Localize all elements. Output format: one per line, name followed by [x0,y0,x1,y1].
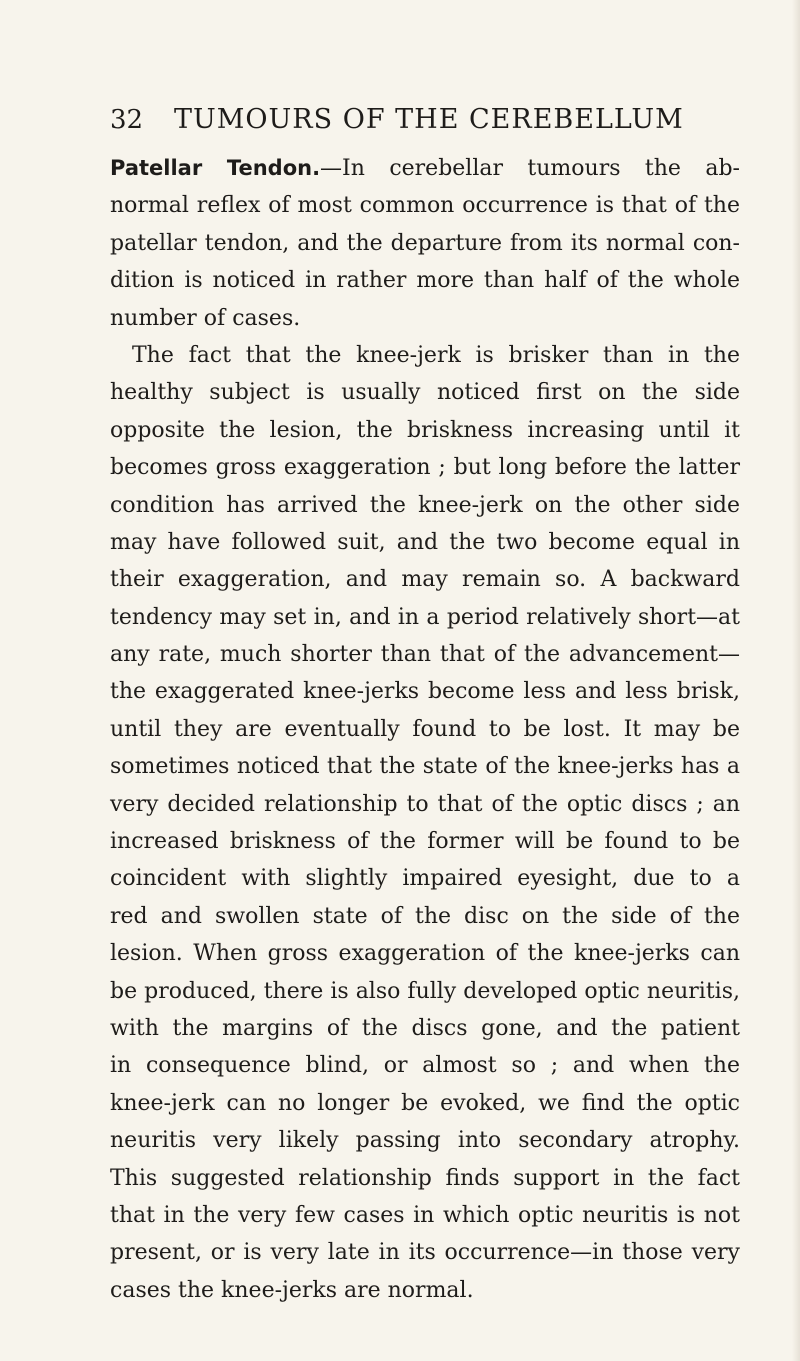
text-line: cases the knee-jerks are normal. [110,1277,474,1303]
text-line: be produced, there is also fully developed optic neuritis, [110,978,740,1004]
text-line: dition is noticed in rather more than half of the whole [110,268,740,294]
page-header [110,104,710,144]
text-line: present, or is very late in its occurrence—in those very [110,1240,740,1266]
text-line: becomes gross exaggeration ; but long before the latter [110,455,740,481]
page-edge-shadow [792,0,800,1361]
text-line [110,150,740,187]
text-line: that in the very few cases in which optic neuritis is not [110,1202,740,1228]
text-line: the exaggerated knee-jerks become less and less brisk, [110,679,740,705]
text-line-content: —In cerebellar tumours the ab- [320,156,740,181]
section-title: Patellar Tendon. [110,156,321,180]
text-line: any rate, much shorter than that of the advancement— [110,642,740,668]
text-line: tendency may set in, and in a period relatively short—at [110,604,740,630]
body-text [110,150,740,1309]
text-line: condition has arrived the knee-jerk on the other side [110,492,740,518]
running-title: TUMOURS OF THE CEREBELLUM [174,104,684,135]
text-line: opposite the lesion, the briskness increasing until it [110,417,740,443]
text-line: coincident with slightly impaired eyesight, due to a [110,866,740,892]
text-line: This suggested relationship finds support in the fact [110,1165,740,1191]
text-line: patellar tendon, and the departure from its normal con- [110,230,740,256]
text-line: until they are eventually found to be lost. It may be [110,716,740,742]
text-line: in consequence blind, or almost so ; and when the [110,1053,740,1079]
text-line: normal reflex of most common occurrence is that of the [110,193,740,219]
text-line: The fact that the knee-jerk is brisker than in the [132,342,740,368]
page-number: 32 [110,105,144,135]
text-line: their exaggeration, and may remain so. A backward [110,567,740,593]
text-line: increased briskness of the former will be found to be [110,829,740,855]
text-line: sometimes noticed that the state of the knee-jerks has a [110,754,740,780]
text-line: lesion. When gross exaggeration of the knee-jerks can [110,941,740,967]
text-line: with the margins of the discs gone, and the patient [110,1015,740,1041]
text-line: number of cases. [110,305,301,331]
text-line: red and swollen state of the disc on the side of the [110,903,740,929]
text-line: may have followed suit, and the two become equal in [110,529,740,555]
text-line: healthy subject is usually noticed first on the side [110,380,740,406]
text-line: very decided relationship to that of the optic discs ; an [110,791,740,817]
text-line: neuritis very likely passing into secondary atrophy. [110,1128,740,1154]
text-line: knee-jerk can no longer be evoked, we find the optic [110,1090,740,1116]
